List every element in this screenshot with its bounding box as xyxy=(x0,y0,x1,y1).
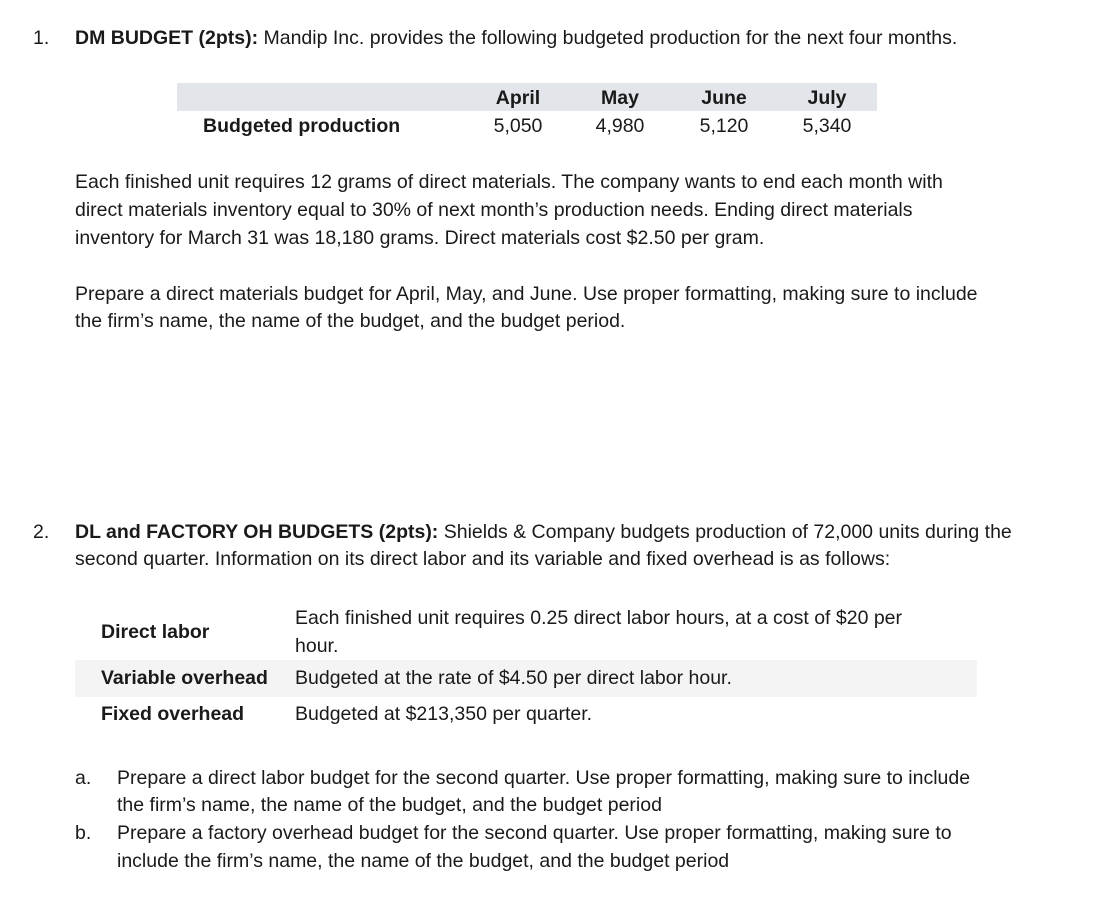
production-value: 5,340 xyxy=(802,115,852,137)
month-header: June xyxy=(701,87,747,109)
labor-row-value: hour. xyxy=(295,635,339,657)
question-1-number: 1. xyxy=(33,27,50,49)
question-1-paragraph-line: Each finished unit requires 12 grams of direct materials. The company wants to end each month with xyxy=(75,171,943,193)
question-1-intro: Mandip Inc. provides the following budgeted production for the next four months. xyxy=(263,27,958,49)
part-b-line: Prepare a factory overhead budget for the second quarter. Use proper formatting, making sure to xyxy=(117,822,952,844)
month-header: July xyxy=(807,87,847,109)
question-1-paragraph-line: inventory for March 31 was 18,180 grams. Direct materials cost $2.50 per gram. xyxy=(75,227,765,249)
question-2-title: DL and FACTORY OH BUDGETS (2pts): xyxy=(75,521,439,543)
question-2-number: 2. xyxy=(33,521,50,543)
question-2-intro-line: second quarter. Information on its direct labor and its variable and fixed overhead is as follows: xyxy=(75,548,891,570)
labor-row-value: Budgeted at $213,350 per quarter. xyxy=(295,703,593,725)
question-1-paragraph-line: direct materials inventory equal to 30% of next month’s production needs. Ending direct materials xyxy=(75,199,913,221)
part-a-letter: a. xyxy=(75,767,92,789)
part-a-line: Prepare a direct labor budget for the second quarter. Use proper formatting, making sure to include xyxy=(117,767,971,789)
month-header: April xyxy=(495,87,541,109)
labor-row-value: Budgeted at the rate of $4.50 per direct labor hour. xyxy=(295,667,732,689)
labor-row-label: Direct labor xyxy=(101,621,210,643)
question-1-instruction-line: Prepare a direct materials budget for April, May, and June. Use proper formatting, making sure to include xyxy=(75,283,978,305)
part-b-line: include the firm’s name, the name of the budget, and the budget period xyxy=(117,850,730,872)
month-header: May xyxy=(601,87,639,109)
production-value: 5,050 xyxy=(493,115,543,137)
part-b-letter: b. xyxy=(75,822,92,844)
part-a-line: the firm’s name, the name of the budget, and the budget period xyxy=(117,794,662,816)
question-2-intro: Shields & Company budgets production of 72,000 units during the xyxy=(443,521,1012,543)
production-value: 5,120 xyxy=(699,115,749,137)
question-1-heading xyxy=(75,24,957,52)
question-1-title: DM BUDGET (2pts): xyxy=(75,27,259,49)
labor-row-label: Fixed overhead xyxy=(101,703,245,725)
production-value: 4,980 xyxy=(595,115,645,137)
labor-row-value: Each finished unit requires 0.25 direct labor hours, at a cost of $20 per xyxy=(295,607,903,629)
question-1-instruction-line: the firm’s name, the name of the budget, and the budget period. xyxy=(75,310,626,332)
labor-row-label: Variable overhead xyxy=(101,667,268,689)
question-2-heading xyxy=(75,518,1012,546)
production-row-label: Budgeted production xyxy=(203,115,401,137)
